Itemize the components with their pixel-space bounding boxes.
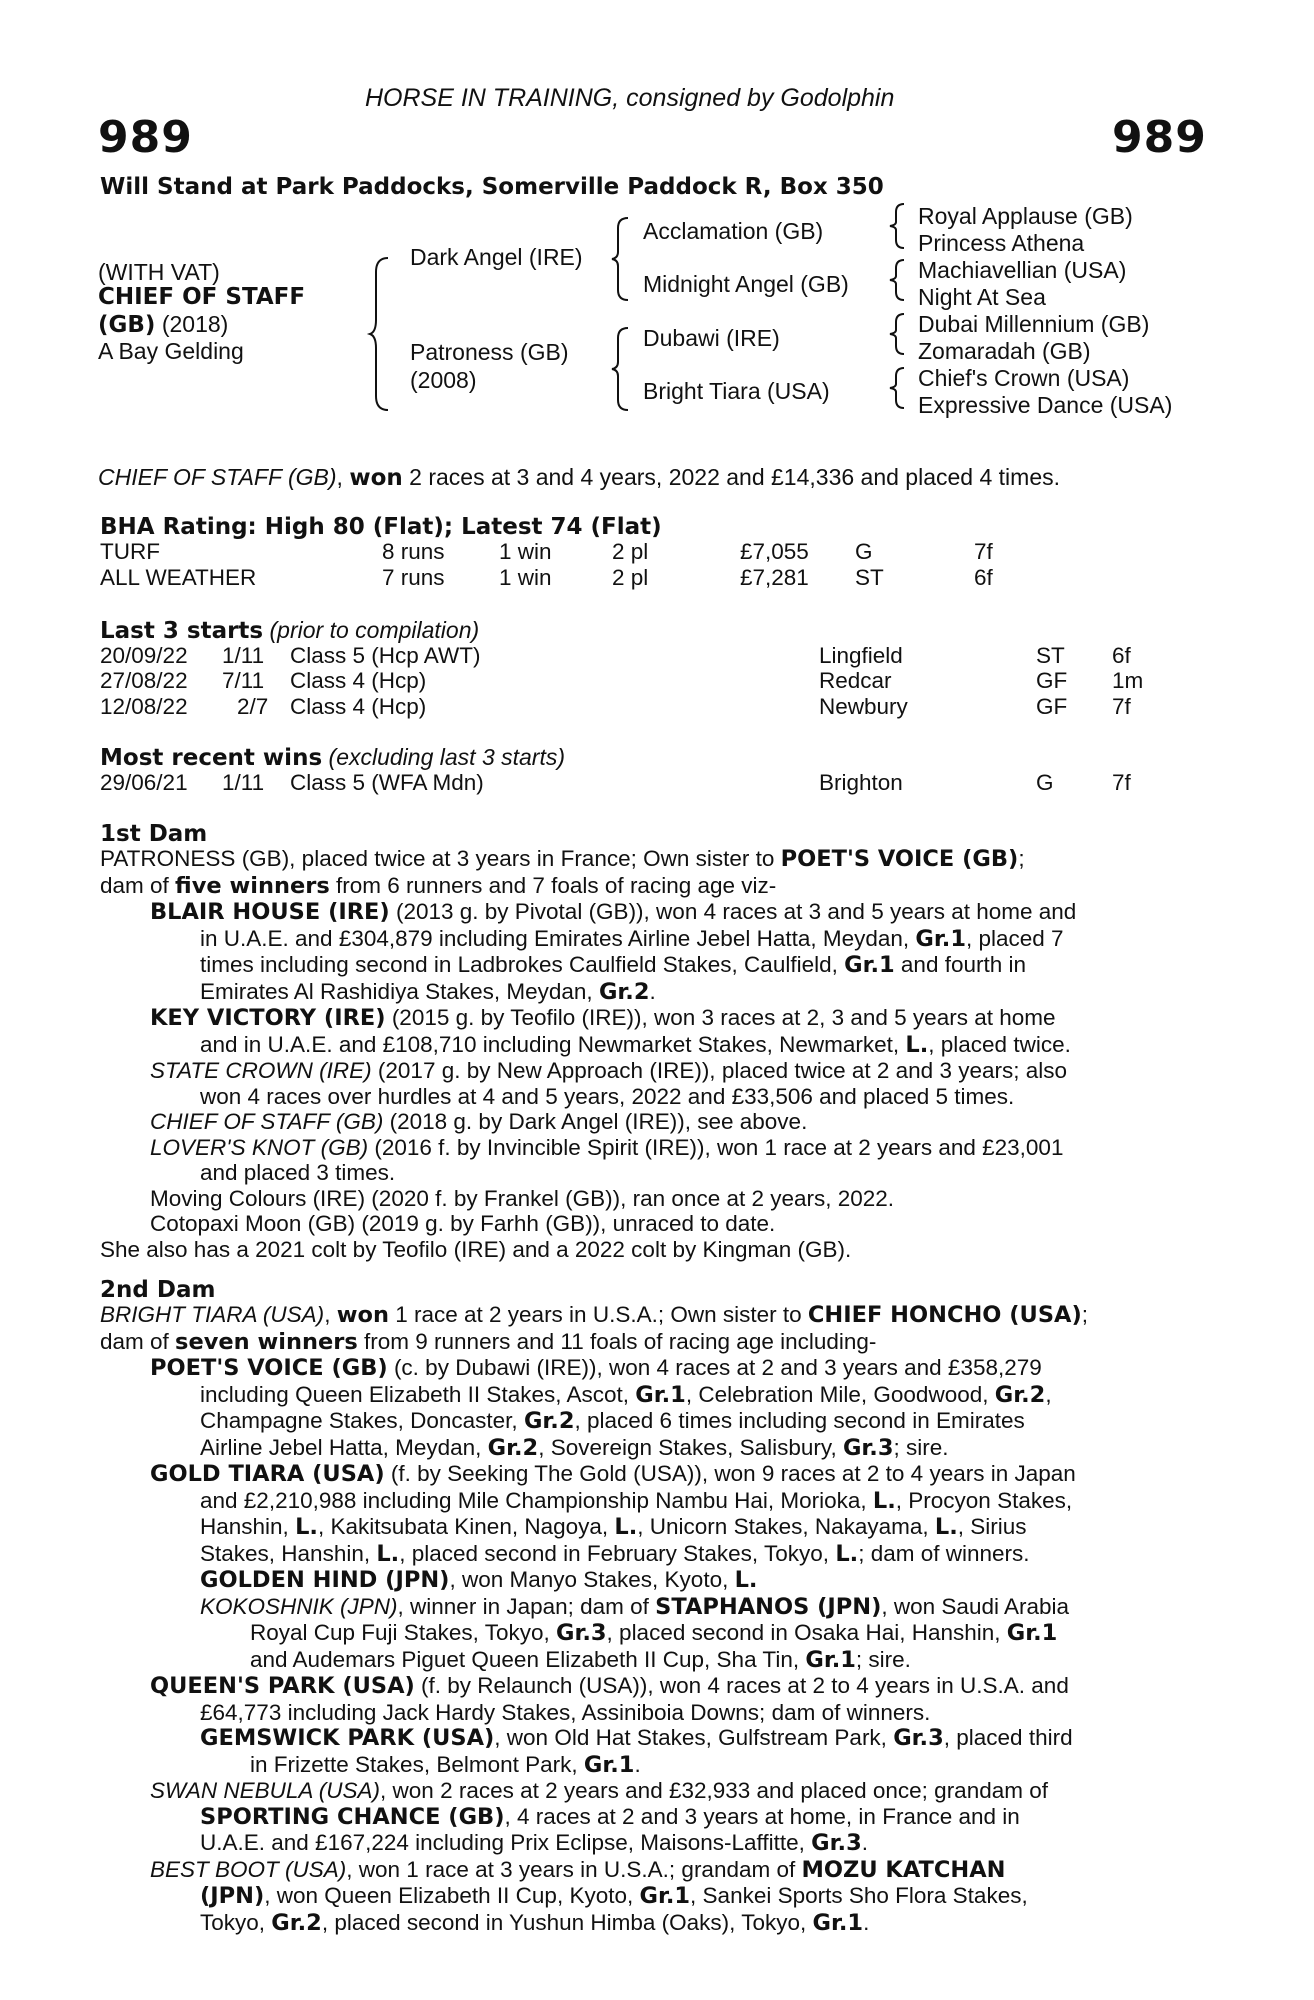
- text-run: , won 2 races at 2 years and £32,933 and placed once; grandam of: [380, 1778, 1048, 1803]
- text-run: , won Old Hat Stakes, Gulfstream Park,: [494, 1725, 894, 1750]
- rating-wins: 1 win: [499, 565, 552, 590]
- rating-surface: ALL WEATHER: [100, 565, 257, 590]
- text-run: Gr.3: [842, 1434, 894, 1461]
- text-run: Gr.2: [994, 1381, 1046, 1408]
- pedigree-braces-g4: [890, 204, 910, 416]
- text-run: CHIEF OF STAFF (GB): [150, 1109, 384, 1134]
- horse-description: A Bay Gelding: [98, 338, 244, 364]
- text-line: [100, 1058, 1202, 1084]
- text-run: ; dam of winners.: [858, 1540, 1030, 1566]
- text-run: , won Manyo Stakes, Kyoto,: [449, 1567, 735, 1592]
- sire-dam: Midnight Angel (GB): [643, 271, 849, 297]
- text-run: including Queen Elizabeth II Stakes, Ascot,: [200, 1381, 636, 1407]
- text-run: from 9 runners and 11 foals of racing age including-: [357, 1328, 877, 1354]
- text-line: [100, 1109, 1202, 1135]
- rating-runs: 8 runs: [382, 539, 445, 564]
- text-run: Airline Jebel Hatta, Meydan,: [200, 1434, 488, 1460]
- start-date: 20/09/22: [100, 643, 188, 668]
- start-going: GF: [1036, 694, 1068, 719]
- text-run: Champagne Stakes, Doncaster,: [200, 1408, 524, 1433]
- text-run: ,: [324, 1302, 337, 1327]
- text-line: [100, 1355, 1202, 1382]
- summary-won: won: [349, 465, 403, 491]
- text-run: Gr.3: [811, 1830, 862, 1856]
- text-line: [100, 1084, 1202, 1110]
- start-distance: 1m: [1112, 668, 1144, 693]
- text-run: MOZU KATCHAN: [801, 1856, 1006, 1883]
- text-run: QUEEN'S PARK (USA): [150, 1673, 415, 1699]
- pedigree-brace-main: [370, 258, 394, 410]
- start-race: Class 5 (Hcp AWT): [290, 643, 481, 668]
- vat-note: (WITH VAT): [98, 259, 220, 285]
- text-run: and Audemars Piguet Queen Elizabeth II Cup, Sha Tin,: [250, 1646, 806, 1672]
- text-run: , placed second in Yushun Himba (Oaks), Tokyo,: [321, 1909, 813, 1935]
- text-run: , Sirius: [957, 1514, 1027, 1539]
- horse-name-line2: [98, 312, 228, 338]
- text-run: Gr.1: [812, 1909, 864, 1936]
- pedigree-brace-dam: [612, 328, 634, 410]
- text-run: L.: [295, 1514, 318, 1540]
- start-position: 2/7: [237, 694, 269, 719]
- bha-rating-heading: BHA Rating: High 80 (Flat); Latest 74 (Flat): [100, 514, 662, 540]
- text-run: Gr.1: [639, 1883, 691, 1909]
- start-position: 7/11: [222, 668, 265, 693]
- text-run: and £2,210,988 including Mile Championship Nambu Hai, Morioka,: [200, 1487, 873, 1513]
- text-run: Tokyo,: [200, 1909, 272, 1935]
- text-line: [100, 1408, 1202, 1435]
- text-line: [100, 1237, 1202, 1263]
- last-starts-title: Last 3 starts: [100, 618, 264, 644]
- text-run: (f. by Relaunch (USA)), won 4 races at 2 to 4 years in U.S.A. and: [414, 1673, 1069, 1698]
- start-distance: 6f: [1112, 643, 1131, 668]
- ancestor-g4-6: Zomaradah (GB): [918, 338, 1091, 364]
- recent-wins-heading: [100, 744, 565, 771]
- text-run: Cotopaxi Moon (GB) (2019 g. by Farhh (GB)), unraced to date.: [150, 1211, 776, 1236]
- text-line: [100, 1435, 1202, 1462]
- text-run: L.: [614, 1514, 638, 1540]
- text-run: (c. by Dubawi (IRE)), won 4 races at 2 and 3 years and £358,279: [387, 1355, 1042, 1380]
- text-run: U.A.E. and £167,224 including Prix Eclipse, Maisons-Laffitte,: [200, 1830, 812, 1855]
- recent-wins-note: (excluding last 3 starts): [322, 744, 566, 770]
- text-run: (2016 f. by Invincible Spirit (IRE)), won 1 race at 2 years and £23,001: [368, 1134, 1064, 1160]
- start-date: 12/08/22: [100, 694, 188, 719]
- text-run: GEMSWICK PARK (USA): [200, 1725, 495, 1751]
- text-run: , placed twice.: [928, 1031, 1071, 1057]
- text-run: (2017 g. by New Approach (IRE)), placed twice at 2 and 3 years; also: [371, 1058, 1068, 1083]
- pedigree-brace-sire: [612, 218, 634, 300]
- sire: Dark Angel (IRE): [410, 244, 583, 270]
- text-run: Gr.1: [844, 952, 895, 978]
- text-run: .: [634, 1751, 641, 1777]
- text-run: 1 race at 2 years in U.S.A.; Own sister to: [388, 1302, 808, 1327]
- text-run: SWAN NEBULA (USA): [150, 1778, 381, 1803]
- start-course: Newbury: [819, 694, 908, 719]
- text-line: [100, 1461, 1202, 1488]
- text-line: [100, 1382, 1202, 1409]
- text-line: [100, 1778, 1202, 1804]
- text-run: Gr.1: [1006, 1620, 1058, 1646]
- text-run: and placed 3 times.: [200, 1160, 396, 1185]
- text-line: [100, 1647, 1202, 1674]
- start-going: ST: [1036, 643, 1065, 668]
- text-run: won 4 races over hurdles at 4 and 5 years, 2022 and £33,506 and placed 5 times.: [200, 1083, 1015, 1109]
- text-line: [100, 1830, 1202, 1857]
- second-dam-heading: 2nd Dam: [100, 1277, 216, 1303]
- text-run: , placed third: [943, 1725, 1073, 1750]
- text-line: [100, 873, 1202, 900]
- text-line: [100, 1186, 1202, 1212]
- text-run: SPORTING CHANCE (GB): [200, 1803, 505, 1830]
- text-run: , Procyon Stakes,: [895, 1487, 1073, 1513]
- first-dam-text: [100, 846, 1202, 1262]
- race-summary: [98, 465, 1060, 491]
- text-run: , Sankei Sports Sho Flora Stakes,: [690, 1883, 1028, 1908]
- lot-number-right: 989: [1112, 112, 1207, 163]
- win-course: Brighton: [819, 770, 903, 795]
- text-run: five winners: [175, 872, 330, 899]
- text-run: Gr.1: [915, 925, 966, 952]
- text-run: Emirates Al Rashidiya Stakes, Meydan,: [200, 978, 599, 1004]
- text-run: , Kakitsubata Kinen, Nagoya,: [317, 1514, 615, 1539]
- text-line: [100, 1804, 1202, 1831]
- rating-prize: £7,055: [740, 539, 809, 564]
- ancestor-g4-5: Dubai Millennium (GB): [918, 311, 1150, 337]
- text-run: PATRONESS (GB), placed twice at 3 years in France; Own sister to: [100, 846, 781, 871]
- dam-year: (2008): [410, 367, 477, 393]
- text-run: Gr.2: [271, 1909, 322, 1936]
- text-run: POET'S VOICE (GB): [150, 1355, 388, 1381]
- text-run: .: [861, 1830, 868, 1855]
- text-run: , 4 races at 2 and 3 years at home, in France and in: [504, 1803, 1020, 1829]
- text-line: [100, 1752, 1202, 1779]
- start-race: Class 4 (Hcp): [290, 668, 427, 693]
- start-position: 1/11: [222, 643, 265, 668]
- recent-wins-title: Most recent wins: [100, 745, 323, 771]
- text-run: ;: [1081, 1302, 1088, 1327]
- text-run: (f. by Seeking The Gold (USA)), won 9 races at 2 to 4 years in Japan: [384, 1461, 1076, 1486]
- sire-sire: Acclamation (GB): [643, 218, 824, 244]
- text-run: (2015 g. by Teofilo (IRE)), won 3 races at 2, 3 and 5 years at home: [385, 1005, 1056, 1030]
- text-line: [100, 1594, 1202, 1621]
- text-line: [100, 1514, 1202, 1541]
- ancestor-g4-7: Chief's Crown (USA): [918, 365, 1130, 391]
- text-line: [100, 1329, 1202, 1356]
- rating-prize: £7,281: [740, 565, 809, 590]
- text-run: , Celebration Mile, Goodwood,: [685, 1381, 995, 1407]
- text-run: .: [649, 978, 656, 1004]
- text-line: [100, 1211, 1202, 1237]
- text-run: from 6 runners and 7 foals of racing age viz-: [329, 872, 777, 898]
- text-run: ,: [1045, 1381, 1052, 1407]
- text-run: dam of: [100, 872, 176, 898]
- text-line: [100, 1488, 1202, 1515]
- text-run: BLAIR HOUSE (IRE): [150, 899, 390, 925]
- text-run: CHIEF HONCHO (USA): [807, 1302, 1082, 1328]
- text-line: [100, 1160, 1202, 1186]
- text-run: She also has a 2021 colt by Teofilo (IRE) and a 2022 colt by Kingman (GB).: [100, 1236, 852, 1262]
- text-run: Gr.2: [487, 1434, 539, 1461]
- summary-separator: ,: [336, 464, 350, 490]
- text-run: and in U.A.E. and £108,710 including Newmarket Stakes, Newmarket,: [200, 1031, 906, 1057]
- text-run: £64,773 including Jack Hardy Stakes, Assiniboia Downs; dam of winners.: [200, 1699, 931, 1725]
- catalogue-header: HORSE IN TRAINING, consigned by Godolphin: [365, 84, 895, 112]
- ancestor-g4-1: Royal Applause (GB): [918, 203, 1133, 229]
- text-run: Hanshin,: [200, 1514, 296, 1539]
- text-run: L.: [905, 1031, 929, 1058]
- summary-horse-name: CHIEF OF STAFF (GB): [98, 464, 337, 490]
- text-line: [100, 1032, 1202, 1059]
- rating-surface: TURF: [100, 539, 160, 564]
- text-run: Gr.3: [893, 1725, 944, 1751]
- second-dam-text: [100, 1302, 1202, 1936]
- win-date: 29/06/21: [100, 770, 188, 795]
- rating-distance: 6f: [974, 565, 993, 590]
- dam-sire: Dubawi (IRE): [643, 325, 780, 351]
- text-run: Gr.1: [583, 1751, 635, 1778]
- text-run: STAPHANOS (JPN): [655, 1593, 882, 1620]
- stand-location: Will Stand at Park Paddocks, Somerville Paddock R, Box 350: [100, 174, 884, 200]
- text-run: Gr.2: [598, 978, 650, 1005]
- text-run: ;: [1018, 846, 1025, 871]
- text-run: BEST BOOT (USA): [150, 1856, 347, 1882]
- text-line: [100, 1700, 1202, 1726]
- win-position: 1/11: [222, 770, 265, 795]
- text-line: [100, 1135, 1202, 1161]
- text-run: STATE CROWN (IRE): [150, 1058, 372, 1083]
- ancestor-g4-8: Expressive Dance (USA): [918, 392, 1173, 418]
- text-run: , won 1 race at 3 years in U.S.A.; grandam of: [346, 1856, 802, 1882]
- text-run: L.: [934, 1514, 958, 1540]
- text-line: [100, 952, 1202, 979]
- text-run: , won Queen Elizabeth II Cup, Kyoto,: [264, 1883, 640, 1908]
- text-run: BRIGHT TIARA (USA): [100, 1302, 325, 1327]
- text-run: seven winners: [175, 1328, 358, 1355]
- text-line: [100, 1567, 1202, 1594]
- text-line: [100, 1620, 1202, 1647]
- text-run: KOKOSHNIK (JPN): [200, 1593, 398, 1619]
- horse-year: (2018): [155, 311, 229, 337]
- text-run: GOLD TIARA (USA): [150, 1461, 385, 1487]
- horse-name: CHIEF OF STAFF: [98, 284, 306, 310]
- text-run: LOVER'S KNOT (GB): [150, 1134, 369, 1160]
- start-course: Lingfield: [819, 643, 903, 668]
- text-run: and fourth in: [894, 952, 1027, 977]
- text-line: [100, 979, 1202, 1006]
- win-going: G: [1036, 770, 1054, 795]
- ancestor-g4-2: Princess Athena: [918, 230, 1085, 256]
- text-run: , placed 7: [965, 925, 1064, 951]
- text-line: [100, 846, 1202, 873]
- text-run: Gr.1: [805, 1646, 856, 1673]
- text-run: , Sovereign Stakes, Salisbury,: [538, 1434, 843, 1460]
- text-run: in U.A.E. and £304,879 including Emirates Airline Jebel Hatta, Meydan,: [200, 925, 916, 951]
- text-run: , Unicorn Stakes, Nakayama,: [637, 1514, 935, 1539]
- text-run: , placed 6 times including second in Emirates: [574, 1408, 1025, 1433]
- text-line: [100, 899, 1202, 926]
- text-run: (2018 g. by Dark Angel (IRE)), see above.: [383, 1109, 808, 1134]
- start-race: Class 4 (Hcp): [290, 694, 427, 719]
- horse-country: (GB): [98, 312, 156, 338]
- text-run: (JPN): [200, 1883, 265, 1909]
- text-run: times including second in Ladbrokes Caulfield Stakes, Caulfield,: [200, 952, 845, 977]
- text-run: , won Saudi Arabia: [881, 1593, 1070, 1619]
- text-run: GOLDEN HIND (JPN): [200, 1567, 450, 1593]
- text-run: Moving Colours (IRE) (2020 f. by Frankel (GB)), ran once at 2 years, 2022.: [150, 1185, 895, 1211]
- rating-going: ST: [855, 565, 884, 590]
- dam-dam: Bright Tiara (USA): [643, 378, 830, 404]
- text-line: [100, 1725, 1202, 1752]
- text-run: .: [863, 1909, 870, 1935]
- start-going: GF: [1036, 668, 1068, 693]
- text-run: Gr.2: [523, 1408, 575, 1434]
- text-line: [100, 1541, 1202, 1568]
- last-starts-note: (prior to compilation): [263, 617, 480, 643]
- text-run: ; sire.: [855, 1646, 911, 1672]
- rating-placed: 2 pl: [612, 565, 649, 590]
- start-date: 27/08/22: [100, 668, 188, 693]
- text-run: POET'S VOICE (GB): [780, 846, 1019, 872]
- win-distance: 7f: [1112, 770, 1131, 795]
- text-run: Gr.3: [555, 1620, 607, 1646]
- text-run: in Frizette Stakes, Belmont Park,: [250, 1751, 584, 1777]
- text-run: dam of: [100, 1328, 176, 1354]
- text-run: , placed second in Osaka Hai, Hanshin,: [606, 1620, 1007, 1645]
- text-run: L.: [872, 1487, 896, 1514]
- win-race: Class 5 (WFA Mdn): [290, 770, 484, 795]
- text-run: , placed second in February Stakes, Tokyo,: [399, 1540, 836, 1566]
- text-run: Royal Cup Fuji Stakes, Tokyo,: [250, 1620, 556, 1645]
- start-course: Redcar: [819, 668, 892, 693]
- rating-wins: 1 win: [499, 539, 552, 564]
- text-line: [100, 1910, 1202, 1937]
- ancestor-g4-3: Machiavellian (USA): [918, 257, 1127, 283]
- text-run: won: [336, 1302, 389, 1328]
- text-run: L.: [376, 1540, 400, 1567]
- start-distance: 7f: [1112, 694, 1131, 719]
- text-line: [100, 1673, 1202, 1700]
- text-line: [100, 1302, 1202, 1329]
- ancestor-g4-4: Night At Sea: [918, 284, 1046, 310]
- text-line: [100, 1883, 1202, 1910]
- text-run: Stakes, Hanshin,: [200, 1540, 377, 1566]
- text-run: Gr.1: [635, 1381, 686, 1408]
- text-run: (2013 g. by Pivotal (GB)), won 4 races at 3 and 5 years at home and: [389, 899, 1077, 924]
- lot-number-left: 989: [98, 112, 193, 163]
- last-starts-heading: [100, 617, 479, 644]
- text-line: [100, 1857, 1202, 1884]
- first-dam-heading: 1st Dam: [100, 821, 208, 847]
- rating-placed: 2 pl: [612, 539, 649, 564]
- dam: Patroness (GB): [410, 339, 569, 365]
- text-run: KEY VICTORY (IRE): [150, 1005, 386, 1031]
- text-run: L.: [835, 1540, 859, 1567]
- rating-going: G: [855, 539, 873, 564]
- text-line: [100, 926, 1202, 953]
- text-run: L.: [734, 1567, 758, 1593]
- rating-distance: 7f: [974, 539, 993, 564]
- summary-rest: 2 races at 3 and 4 years, 2022 and £14,336 and placed 4 times.: [402, 464, 1060, 490]
- text-run: ; sire.: [893, 1434, 949, 1460]
- text-run: , winner in Japan; dam of: [397, 1593, 656, 1619]
- rating-runs: 7 runs: [382, 565, 445, 590]
- text-line: [100, 1005, 1202, 1032]
